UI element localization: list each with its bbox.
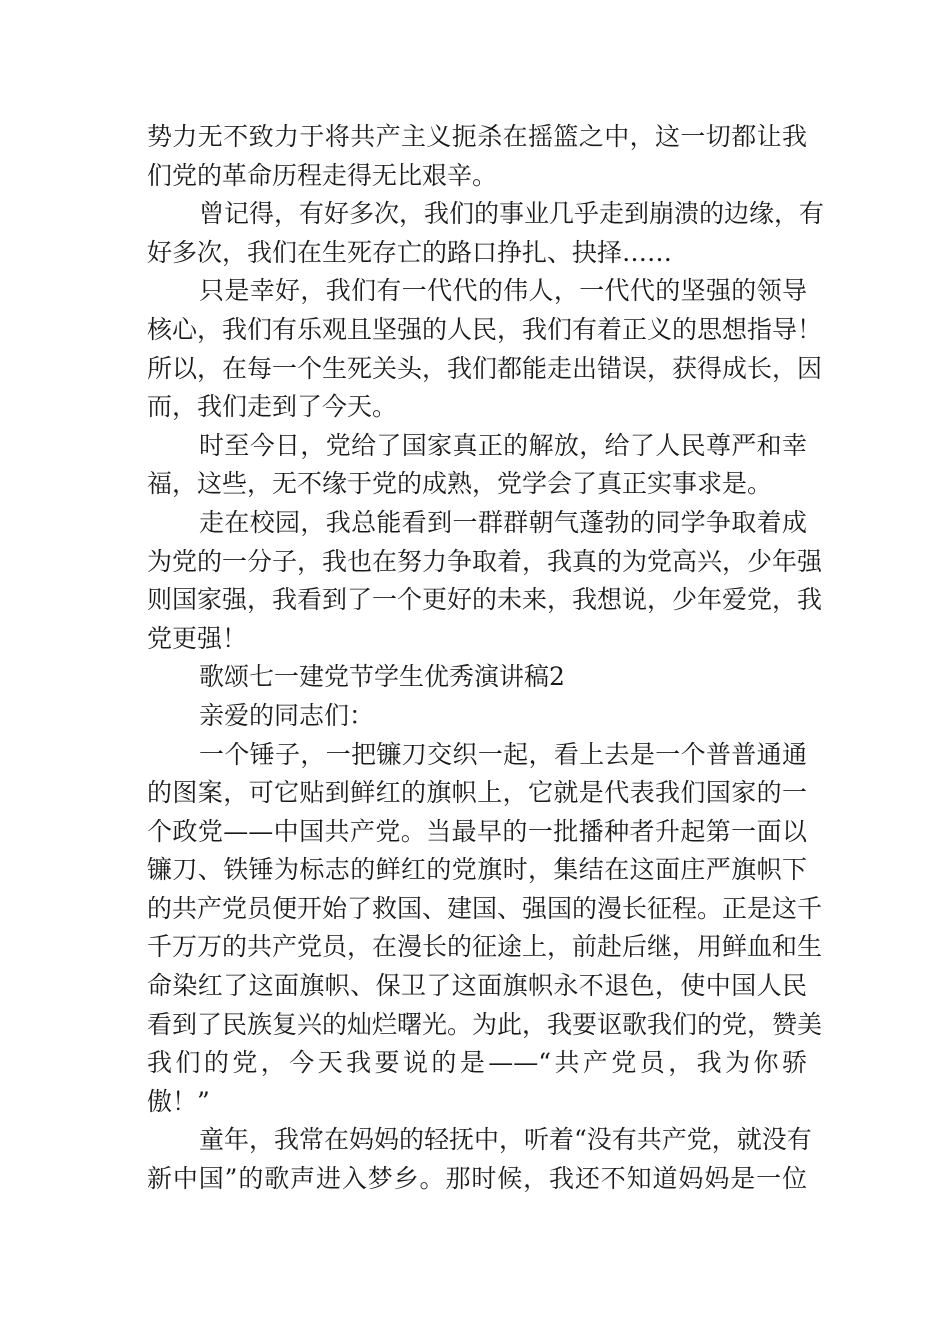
text-line: 个政党——中国共产党。当最早的一批播种者升起第一面以 [147, 816, 807, 846]
text-line: 走在校园，我总能看到一群群朝气蓬勃的同学争取着成 [199, 507, 807, 537]
section-title [147, 658, 807, 697]
text-line: 只是幸好，我们有一代代的伟人，一代代的坚强的领导 [199, 276, 807, 306]
text-line: 我们的党，今天我要说的是——“共产党员，我为你骄 [147, 1048, 807, 1078]
text-line: 的共产党员便开始了救国、建国、强国的漫长征程。正是这千 [147, 893, 823, 923]
text-line: 童年，我常在妈妈的轻抚中，听着“没有共产党，就没有 [199, 1125, 812, 1155]
text-line: 千万万的共产党员，在漫长的征途上，前赴后继，用鲜血和生 [147, 932, 823, 962]
text-line: 一个锤子，一把镰刀交织一起，看上去是一个普普通通 [199, 739, 807, 769]
text-line: 好多次，我们在生死存亡的路口挣扎、抉择…… [147, 237, 673, 267]
text-line: 党更强！ [147, 623, 248, 653]
text-line: 看到了民族复兴的灿烂曙光。为此，我要讴歌我们的党，赞美 [147, 1009, 823, 1039]
greeting [147, 697, 807, 736]
paragraph [147, 1121, 812, 1198]
text-line: 福，这些，无不缘于党的成熟，党学会了真正实事求是。 [147, 469, 773, 499]
text-line: 所以，在每一个生死关头，我们都能走出错误，获得成长，因 [147, 353, 823, 383]
document-page [147, 118, 825, 1199]
text-line: 时至今日，党给了国家真正的解放，给了人民尊严和幸 [199, 430, 807, 460]
paragraph [147, 118, 807, 195]
text-line: 的图案，可它贴到鲜红的旗帜上，它就是代表我们国家的一 [147, 778, 807, 808]
text-line: 而，我们走到了今天。 [147, 392, 398, 422]
text-line: 镰刀、铁锤为标志的鲜红的党旗时，集结在这面庄严旗帜下 [147, 855, 807, 885]
text-line: 傲！” [147, 1086, 210, 1116]
text-line: 们党的革命历程走得无比艰辛。 [147, 160, 498, 190]
text-line: 核心，我们有乐观且坚强的人民，我们有着正义的思想指导！ [147, 314, 823, 344]
paragraph [147, 195, 825, 272]
text-line: 则国家强，我看到了一个更好的未来，我想说，少年爱党，我 [147, 585, 823, 615]
paragraph [147, 427, 807, 504]
paragraph [147, 504, 823, 658]
text-line: 命染红了这面旗帜、保卫了这面旗帜永不退色，使中国人民 [147, 971, 807, 1001]
text-line: 为党的一分子，我也在努力争取着，我真的为党高兴，少年强 [147, 546, 823, 576]
text-line: 新中国”的歌声进入梦乡。那时候，我还不知道妈妈是一位 [147, 1164, 807, 1194]
text-line: 歌颂七一建党节学生优秀演讲稿2 [199, 662, 565, 692]
text-line: 势力无不致力于将共产主义扼杀在摇篮之中，这一切都让我 [147, 122, 807, 151]
paragraph [147, 272, 823, 426]
paragraph [147, 736, 823, 1122]
text-line: 曾记得，有好多次，我们的事业几乎走到崩溃的边缘，有 [199, 199, 825, 229]
text-line: 亲爱的同志们： [199, 700, 375, 730]
